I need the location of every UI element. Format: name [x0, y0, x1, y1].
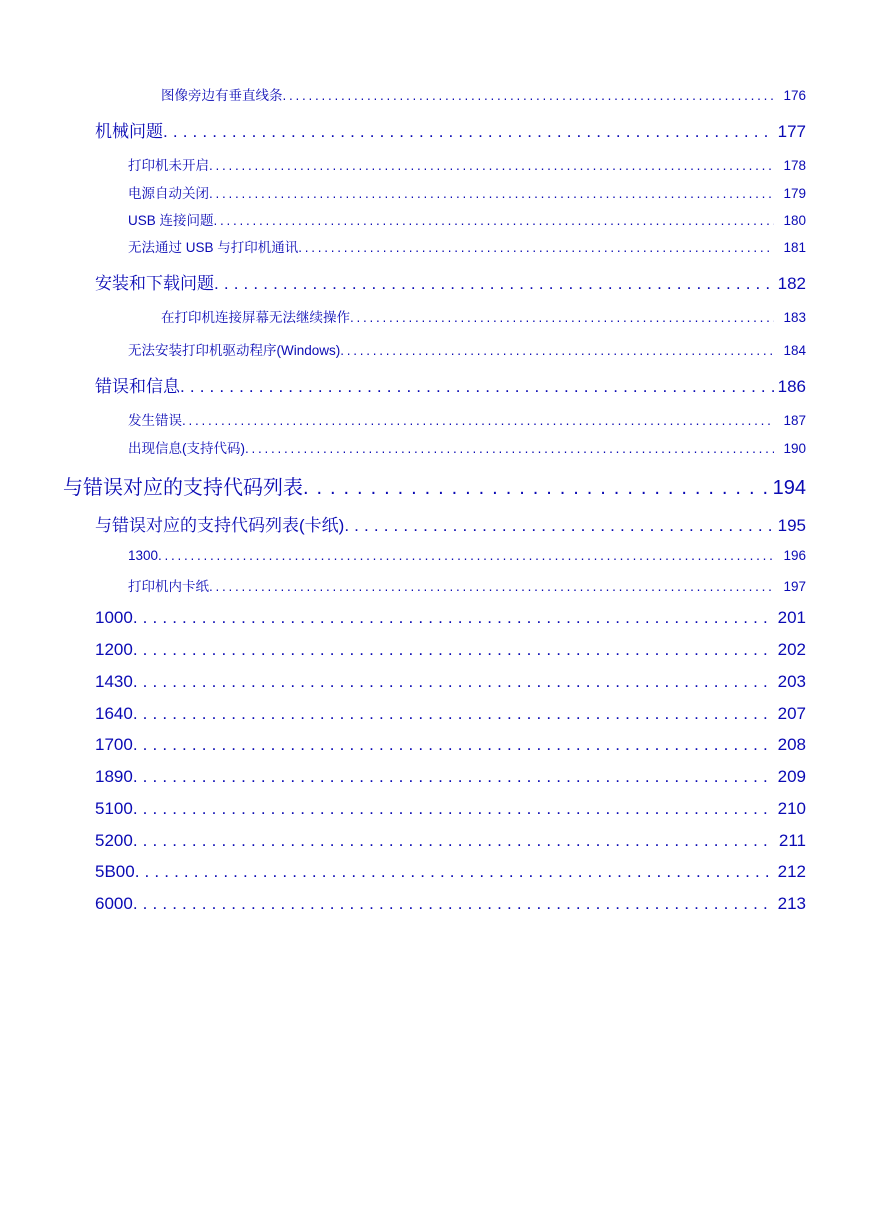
toc-dot-leader — [245, 441, 774, 456]
toc-entry-label: 1000 — [95, 608, 133, 627]
toc-entry-label: 无法安装打印机驱动程序(Windows) — [128, 343, 341, 358]
toc-dot-leader — [158, 548, 774, 563]
toc-dot-leader — [133, 799, 774, 819]
toc-dot-leader — [133, 704, 774, 724]
toc-entry-errors-messages[interactable] — [95, 372, 806, 397]
toc-page-number: 182 — [777, 274, 806, 293]
toc-entry-code-1890[interactable] — [95, 767, 806, 787]
toc-dot-leader — [340, 343, 774, 358]
toc-page-number: 208 — [777, 735, 806, 754]
toc-dot-leader — [133, 831, 774, 851]
toc-page-number: 207 — [777, 704, 806, 723]
toc-entry-message-support-code[interactable] — [128, 437, 806, 457]
toc-page-number: 180 — [783, 213, 806, 228]
toc-entry-error-occurs[interactable] — [128, 409, 806, 429]
toc-entry-label: USB 连接问题 — [128, 213, 214, 228]
toc-entry-label: 安装和下载问题 — [95, 274, 214, 293]
toc-page-number: 210 — [777, 799, 806, 818]
toc-dot-leader — [133, 735, 774, 755]
toc-page-number: 186 — [777, 377, 806, 396]
toc-entry-label: 机械问题 — [95, 122, 163, 141]
toc-entry-code-6000[interactable] — [95, 894, 806, 914]
toc-entry-code-1640[interactable] — [95, 704, 806, 724]
toc-entry-code-1300[interactable] — [128, 548, 806, 563]
toc-entry-printer-not-on[interactable] — [128, 154, 806, 174]
toc-entry-code-1700[interactable] — [95, 735, 806, 755]
toc-page-number: 211 — [778, 831, 806, 850]
toc-page-number: 176 — [783, 88, 806, 103]
toc-entry-mechanical-problems[interactable] — [95, 117, 806, 142]
toc-entry-label: 1640 — [95, 704, 133, 723]
toc-entry-connection-screen[interactable] — [161, 306, 806, 326]
toc-entry-label: 5100 — [95, 799, 133, 818]
toc-dot-leader — [133, 608, 774, 628]
toc-page-number: 194 — [772, 477, 806, 499]
toc-page-number: 190 — [783, 441, 806, 456]
toc-entry-code-5b00[interactable] — [95, 862, 806, 882]
toc-dot-leader — [214, 213, 774, 228]
toc-entry-power-auto-off[interactable] — [128, 182, 806, 202]
toc-entry-code-1000[interactable] — [95, 608, 806, 628]
toc-entry-usb-communication[interactable] — [128, 236, 806, 256]
toc-page-number: 197 — [783, 579, 806, 594]
toc-page-number: 179 — [783, 186, 806, 201]
toc-entry-label: 打印机未开启 — [128, 158, 209, 173]
toc-entry-label: 6000 — [95, 894, 133, 913]
toc-entry-label: 无法通过 USB 与打印机通讯 — [128, 240, 299, 255]
toc-page-number: 212 — [777, 862, 806, 881]
toc-entry-install-download[interactable] — [95, 269, 806, 294]
toc-page-number: 203 — [777, 672, 806, 691]
toc-entry-label: 1430 — [95, 672, 133, 691]
toc-dot-leader — [344, 516, 773, 536]
toc-page-number: 178 — [783, 158, 806, 173]
toc-dot-leader — [133, 672, 774, 692]
toc-entry-label: 5200 — [95, 831, 133, 850]
toc-entry-paper-jam-inside[interactable] — [128, 575, 806, 595]
toc-page-number: 213 — [777, 894, 806, 913]
toc-page-number: 183 — [783, 310, 806, 325]
toc-page-number: 201 — [777, 608, 806, 627]
toc-entry-label: 打印机内卡纸 — [128, 579, 209, 594]
toc-dot-leader — [135, 862, 774, 882]
toc-dot-leader — [163, 122, 774, 142]
toc-dot-leader — [182, 413, 774, 428]
toc-entry-label: 图像旁边有垂直线条 — [161, 88, 283, 103]
toc-entry-label: 1200 — [95, 640, 133, 659]
toc-entry-driver-install[interactable] — [128, 339, 806, 359]
toc-entry-label: 发生错误 — [128, 413, 182, 428]
toc-entry-label: 1890 — [95, 767, 133, 786]
toc-page-number: 196 — [783, 548, 806, 563]
toc-page-number: 209 — [777, 767, 806, 786]
toc-dot-leader — [180, 377, 774, 397]
toc-page-number: 181 — [783, 240, 806, 255]
toc-entry-label: 1300 — [128, 548, 159, 563]
toc-entry-label: 与错误对应的支持代码列表(卡纸) — [95, 516, 345, 535]
toc-dot-leader — [214, 274, 774, 294]
toc-page-number: 187 — [783, 413, 806, 428]
toc-entry-support-code-list[interactable] — [63, 471, 806, 500]
toc-dot-leader — [209, 579, 774, 594]
toc-entry-label: 电源自动关闭 — [128, 186, 209, 201]
toc-dot-leader — [209, 158, 774, 173]
toc-entry-support-code-list-jam[interactable] — [95, 511, 806, 536]
toc-entry-label: 与错误对应的支持代码列表 — [63, 477, 303, 499]
toc-dot-leader — [133, 767, 774, 787]
toc-dot-leader — [283, 88, 775, 103]
toc-dot-leader — [133, 640, 774, 660]
toc-entry-label: 在打印机连接屏幕无法继续操作 — [161, 310, 350, 325]
toc-entry-code-5100[interactable] — [95, 799, 806, 819]
toc-entry-label: 1700 — [95, 735, 133, 754]
toc-dot-leader — [298, 240, 774, 255]
toc-entry-code-1200[interactable] — [95, 640, 806, 660]
toc-page-number: 202 — [777, 640, 806, 659]
toc-entry-vertical-lines[interactable] — [161, 84, 806, 104]
toc-page-number: 177 — [777, 122, 806, 141]
toc-entry-label: 出现信息(支持代码) — [128, 441, 245, 456]
toc-entry-label: 5B00 — [95, 862, 135, 881]
toc-dot-leader — [209, 186, 774, 201]
toc-entry-label: 错误和信息 — [95, 377, 180, 396]
toc-entry-usb-connection[interactable] — [128, 209, 806, 229]
toc-entry-code-1430[interactable] — [95, 672, 806, 692]
toc-dot-leader — [133, 894, 774, 914]
toc-dot-leader — [350, 310, 774, 325]
toc-page-number: 184 — [783, 343, 806, 358]
toc-entry-code-5200[interactable] — [95, 831, 806, 851]
toc-page-number: 195 — [777, 516, 806, 535]
toc-dot-leader — [303, 477, 769, 500]
